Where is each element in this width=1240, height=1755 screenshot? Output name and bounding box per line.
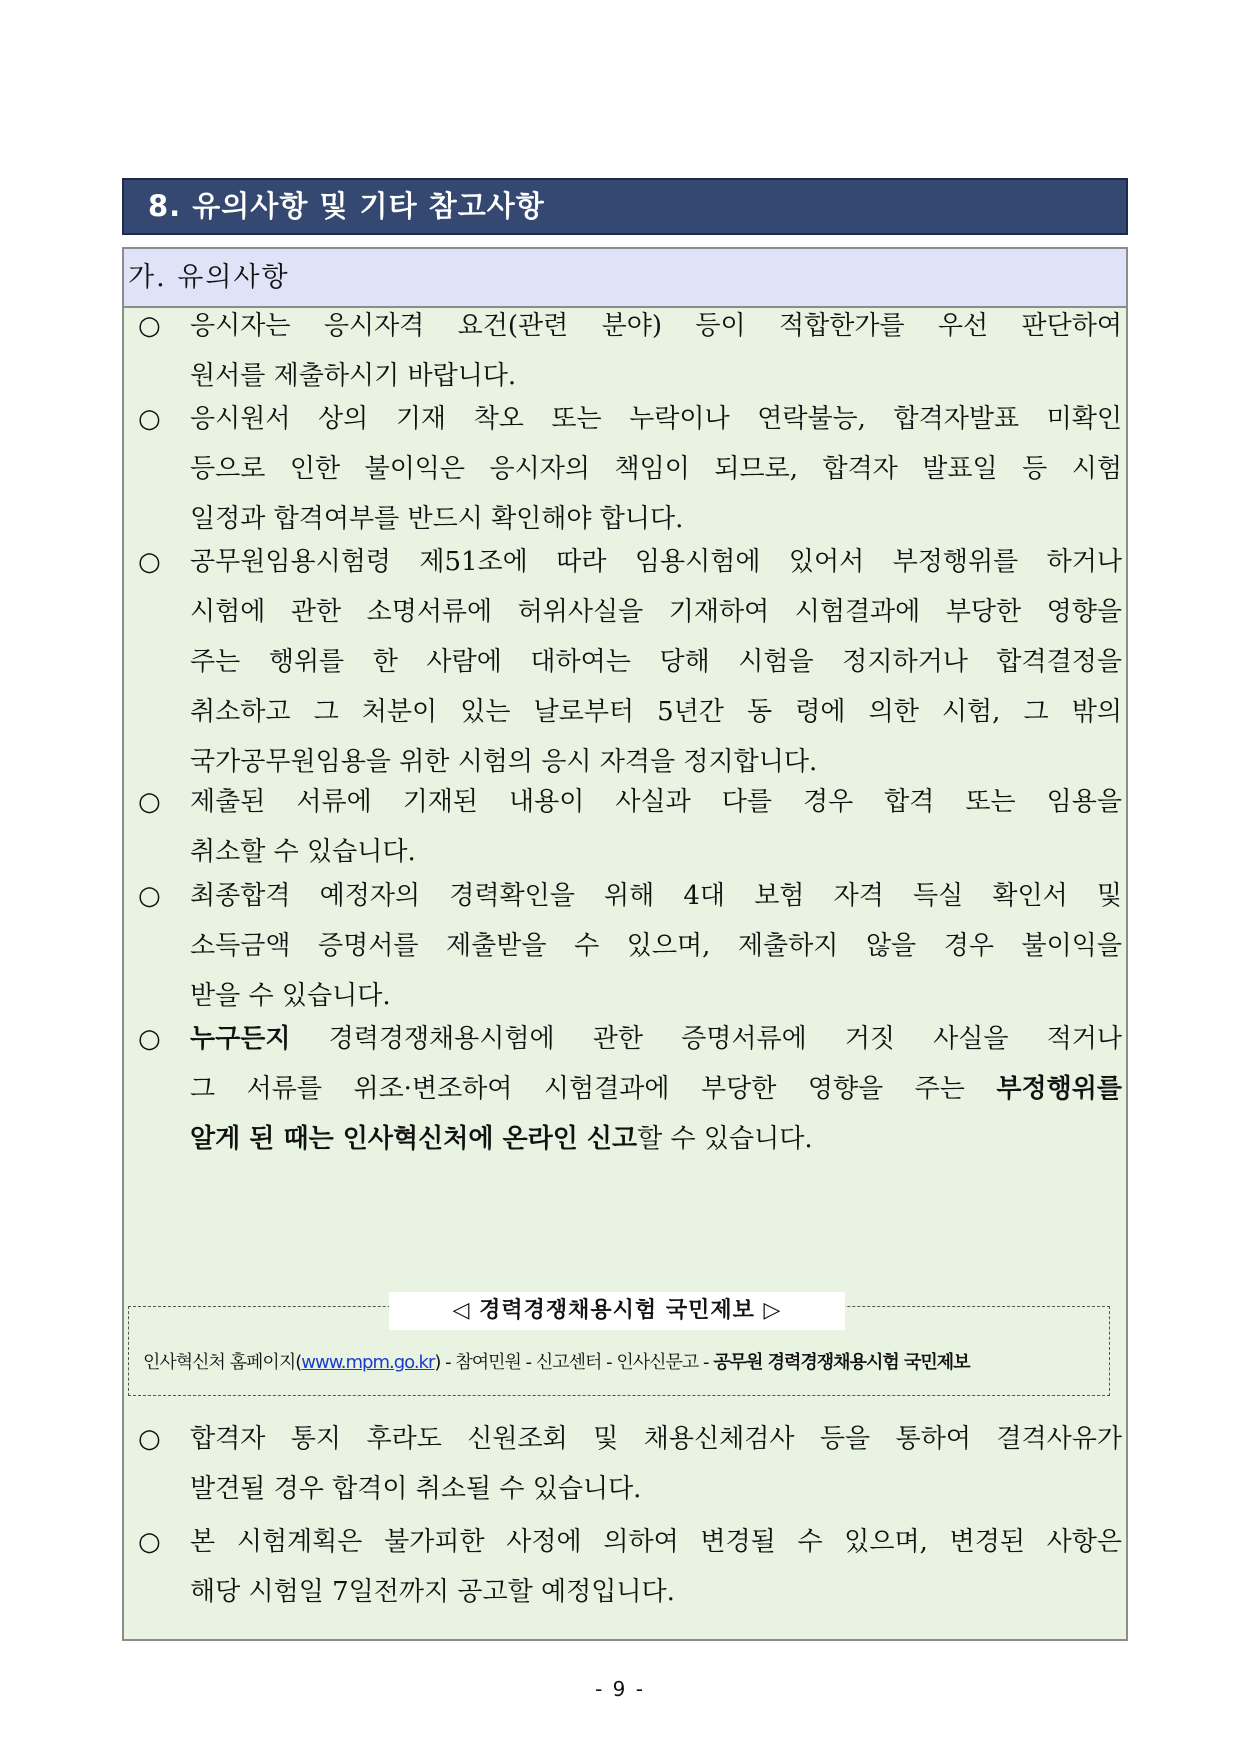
item-line: 취소하고 그 처분이 있는 날로부터 5년간 동 령에 의한 시험, 그 밖의 [190, 697, 1122, 727]
notice-box [122, 247, 1128, 1641]
item-line: 해당 시험일 7일전까지 공고할 예정입니다. [190, 1577, 675, 1607]
homepage-link[interactable]: www.mpm.go.kr [301, 1352, 435, 1373]
report-path-prefix: 인사혁신처 홈페이지( [143, 1352, 302, 1373]
bullet-icon: ○ [138, 1527, 161, 1557]
item-line: 국가공무원임용을 위한 시험의 응시 자격을 정지합니다. [190, 747, 818, 777]
bullet-icon: ○ [138, 1024, 161, 1054]
item-text: 그 서류를 위조·변조하여 시험결과에 부당한 영향을 주는 [190, 1074, 997, 1104]
item-line: 응시원서 상의 기재 착오 또는 누락이나 연락불능, 합격자발표 미확인 [190, 404, 1122, 434]
bullet-icon: ○ [138, 311, 161, 341]
list-item [138, 1014, 1122, 1164]
list-item [138, 871, 1122, 1021]
item-line: 발견될 경우 합격이 취소될 수 있습니다. [190, 1474, 642, 1504]
list-item [138, 301, 1122, 401]
subsection-title: 가. 유의사항 [124, 249, 1126, 308]
bullet-icon: ○ [138, 787, 161, 817]
bullet-icon: ○ [138, 1424, 161, 1454]
list-item [138, 777, 1122, 877]
item-text: 경력경쟁채용시험에 관한 증명서류에 거짓 사실을 적거나 [290, 1024, 1122, 1054]
item-line: 일정과 합격여부를 반드시 확인해야 합니다. [190, 504, 684, 534]
item-line [190, 1064, 1122, 1114]
list-item [138, 1414, 1122, 1514]
item-line [190, 1114, 1122, 1164]
item-line: 소득금액 증명서를 제출받을 수 있으며, 제출하지 않을 경우 불이익을 [190, 931, 1122, 961]
item-line: 합격자 통지 후라도 신원조회 및 채용신체검사 등을 통하여 결격사유가 [190, 1424, 1122, 1454]
emphasis-text: 누구든지 [190, 1024, 291, 1054]
item-line: 공무원임용시험령 제51조에 따라 임용시험에 있어서 부정행위를 하거나 [190, 547, 1122, 577]
item-line [190, 1014, 1122, 1064]
item-line: 응시자는 응시자격 요건(관련 분야) 등이 적합한가를 우선 판단하여 [190, 311, 1122, 341]
report-path-middle: ) - 참여민원 - 신고센터 - 인사신문고 - [434, 1352, 714, 1373]
item-text: 할 수 있습니다. [637, 1124, 813, 1154]
report-path-highlight: 공무원 경력경쟁채용시험 국민제보 [713, 1352, 970, 1373]
item-line: 시험에 관한 소명서류에 허위사실을 기재하여 시험결과에 부당한 영향을 [190, 597, 1122, 627]
list-item [138, 537, 1122, 787]
list-item [138, 394, 1122, 544]
item-line: 등으로 인한 불이익은 응시자의 책임이 되므로, 합격자 발표일 등 시험 [190, 454, 1122, 484]
bullet-icon: ○ [138, 881, 161, 911]
emphasis-text: 부정행위를 [996, 1074, 1122, 1104]
item-line: 제출된 서류에 기재된 내용이 사실과 다를 경우 합격 또는 임용을 [190, 787, 1122, 817]
item-line: 원서를 제출하시기 바랍니다. [190, 361, 517, 391]
item-line: 최종합격 예정자의 경력확인을 위해 4대 보험 자격 득실 확인서 및 [190, 881, 1122, 911]
item-line: 받을 수 있습니다. [190, 981, 391, 1011]
section-title: 8. 유의사항 및 기타 참고사항 [122, 178, 1128, 235]
report-info-box [128, 1298, 1110, 1396]
list-item [138, 1517, 1122, 1617]
report-path [143, 1349, 1103, 1377]
item-line: 주는 행위를 한 사람에 대하여는 당해 시험을 정지하거나 합격결정을 [190, 647, 1122, 677]
emphasis-text: 알게 된 때는 인사혁신처에 온라인 신고 [190, 1124, 638, 1154]
page-number: - 9 - [595, 1677, 645, 1701]
report-title: ◁ 경력경쟁채용시험 국민제보 ▷ [389, 1292, 845, 1330]
bullet-icon: ○ [138, 404, 161, 434]
item-line: 취소할 수 있습니다. [190, 837, 416, 867]
item-line: 본 시험계획은 불가피한 사정에 의하여 변경될 수 있으며, 변경된 사항은 [190, 1527, 1122, 1557]
bullet-icon: ○ [138, 547, 161, 577]
